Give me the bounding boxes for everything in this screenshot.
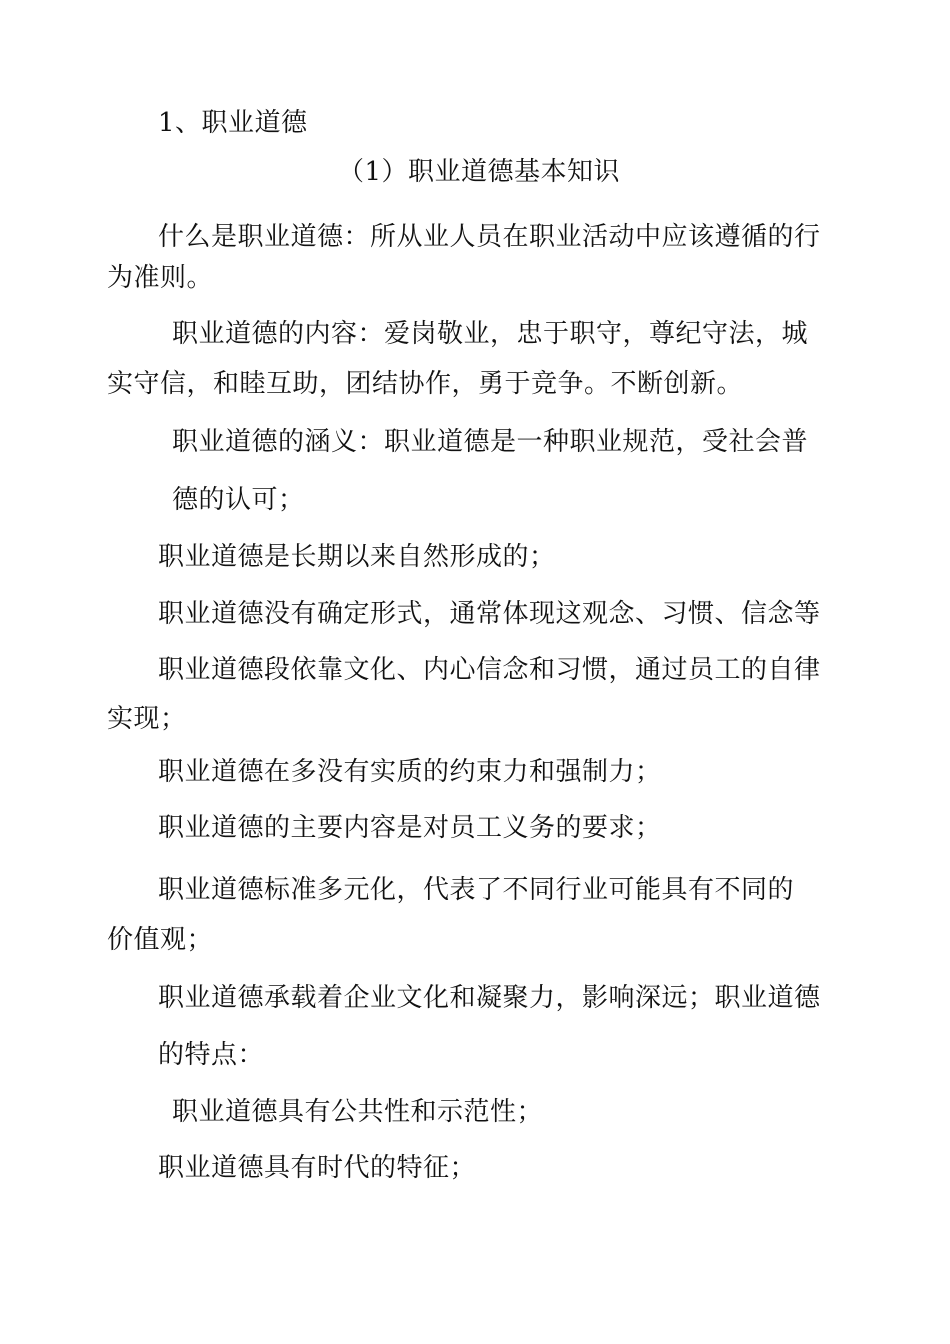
- text-line: 职业道德的涵义：职业道德是一种职业规范，受社会普: [172, 427, 809, 457]
- text-line: 职业道德是长期以来自然形成的；: [158, 542, 556, 572]
- text-line: 实现；: [107, 704, 187, 734]
- text-line: 职业道德段依靠文化、内心信念和习惯，通过员工的自律: [158, 655, 821, 685]
- subsection-heading: （1）职业道德基本知识: [338, 157, 621, 187]
- text-line: 实守信，和睦互助，团结协作，勇于竞争。不断创新。: [107, 369, 744, 399]
- text-line: 价值观；: [107, 925, 214, 955]
- text-line: 职业道德具有公共性和示范性；: [172, 1097, 544, 1127]
- text-line: 职业道德承载着企业文化和凝聚力，影响深远；职业道德: [158, 983, 821, 1013]
- text-line: 职业道德标准多元化，代表了不同行业可能具有不同的: [158, 875, 795, 905]
- text-line: 为准则。: [107, 263, 214, 293]
- text-line: 职业道德具有时代的特征；: [158, 1153, 477, 1183]
- text-line: 的特点：: [158, 1040, 265, 1070]
- text-line: 什么是职业道德：所从业人员在职业活动中应该遵循的行: [158, 222, 821, 252]
- text-line: 德的认可；: [172, 485, 305, 515]
- text-line: 职业道德在多没有实质的约束力和强制力；: [158, 757, 662, 787]
- section-heading: 1、职业道德: [158, 108, 308, 138]
- text-line: 职业道德没有确定形式，通常体现这观念、习惯、信念等: [158, 599, 821, 629]
- text-line: 职业道德的主要内容是对员工义务的要求；: [158, 813, 662, 843]
- text-line: 职业道德的内容：爱岗敬业，忠于职守，尊纪守法，城: [172, 319, 809, 349]
